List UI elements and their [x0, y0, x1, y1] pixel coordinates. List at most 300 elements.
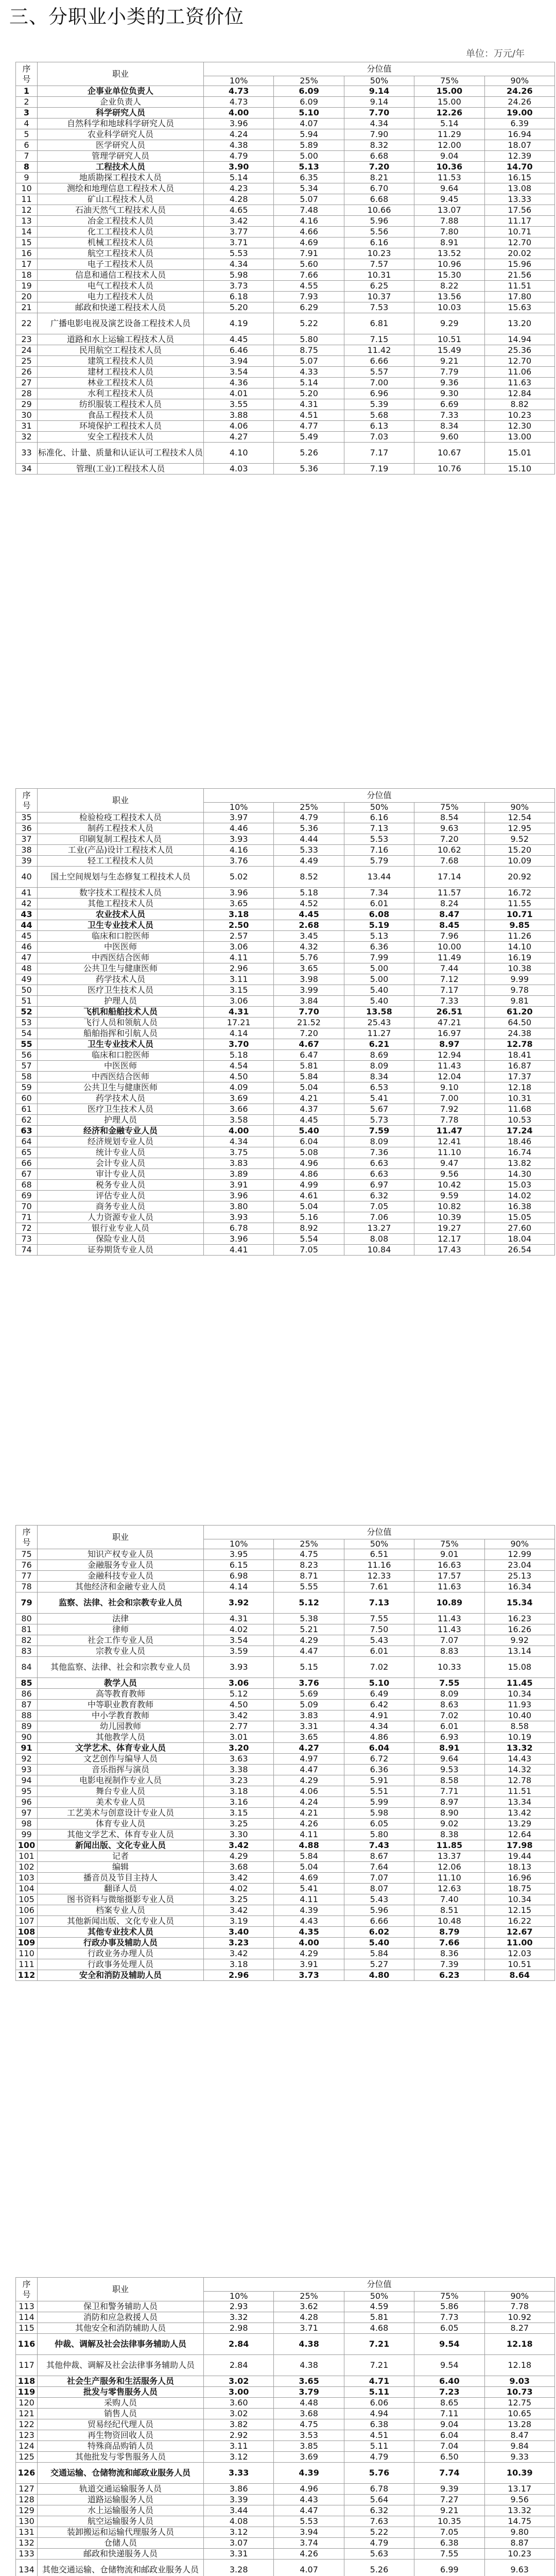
row-number: 32 — [16, 432, 38, 443]
percentile-value-p90: 18.07 — [484, 140, 554, 151]
percentile-value-p25: 4.47 — [274, 1765, 344, 1775]
percentile-value-p10: 3.40 — [204, 1927, 274, 1938]
percentile-value-p50: 6.21 — [344, 1039, 414, 1050]
percentile-value-p90: 12.15 — [484, 1905, 554, 1916]
percentile-value-p75: 8.83 — [414, 1646, 484, 1657]
percentile-value-p90: 9.63 — [484, 2560, 554, 2576]
percentile-value-p90: 18.13 — [484, 1862, 554, 1873]
row-number: 78 — [16, 1582, 38, 1592]
percentile-value-p50: 6.66 — [344, 356, 414, 367]
percentile-value-p90: 10.65 — [484, 2409, 554, 2419]
percentile-value-p75: 10.48 — [414, 1916, 484, 1927]
percentile-value-p50: 8.08 — [344, 1234, 414, 1245]
percentile-value-p50: 6.63 — [344, 1158, 414, 1169]
table-row — [16, 356, 555, 367]
row-number: 46 — [16, 942, 38, 953]
percentile-value-p25: 7.20 — [274, 1028, 344, 1039]
percentile-value-p90: 15.10 — [484, 464, 554, 474]
percentile-value-p75: 12.63 — [414, 1884, 484, 1894]
row-number: 48 — [16, 963, 38, 974]
percentile-value-p10: 3.07 — [204, 2538, 274, 2549]
percentile-value-p50: 6.78 — [344, 2484, 414, 2495]
table-row — [16, 1808, 555, 1819]
percentile-value-p75: 12.94 — [414, 1050, 484, 1061]
percentile-value-p25: 5.81 — [274, 1061, 344, 1072]
percentile-value-p75: 8.47 — [414, 909, 484, 920]
percentile-value-p25: 4.45 — [274, 909, 344, 920]
percentile-value-p90: 24.38 — [484, 1028, 554, 1039]
percentile-value-p50: 25.43 — [344, 1018, 414, 1028]
percentile-value-p50: 5.00 — [344, 974, 414, 985]
percentile-value-p90: 10.51 — [484, 1959, 554, 1970]
percentile-value-p75: 6.93 — [414, 1732, 484, 1743]
percentile-value-p10: 3.60 — [204, 2398, 274, 2409]
table-row — [16, 1072, 555, 1082]
percentile-value-p50: 6.25 — [344, 281, 414, 292]
percentile-value-p90: 10.71 — [484, 227, 554, 238]
table-row — [16, 1549, 555, 1560]
percentile-value-p90: 15.08 — [484, 1657, 554, 1678]
table-row — [16, 1082, 555, 1093]
percentile-value-p10: 3.54 — [204, 367, 274, 378]
percentile-value-p25: 6.04 — [274, 1137, 344, 1147]
percentile-value-p75: 6.23 — [414, 1970, 484, 1981]
table-row — [16, 1582, 555, 1592]
percentile-value-p10: 3.23 — [204, 1938, 274, 1948]
percentile-value-p10: 3.11 — [204, 974, 274, 985]
percentile-value-p50: 5.73 — [344, 1115, 414, 1126]
table-row — [16, 1093, 555, 1104]
percentile-value-p75: 7.23 — [414, 2387, 484, 2398]
header-p90: 90% — [484, 803, 554, 812]
table-row — [16, 108, 555, 118]
table-row — [16, 2505, 555, 2516]
percentile-value-p10: 2.57 — [204, 931, 274, 942]
percentile-value-p50: 4.34 — [344, 118, 414, 129]
percentile-value-p10: 3.44 — [204, 2505, 274, 2516]
percentile-value-p25: 5.26 — [274, 443, 344, 464]
table-row — [16, 856, 555, 867]
percentile-value-p25: 3.73 — [274, 1970, 344, 1981]
percentile-value-p90: 13.20 — [484, 313, 554, 334]
percentile-value-p90: 12.18 — [484, 1082, 554, 1093]
percentile-value-p25: 3.65 — [274, 1732, 344, 1743]
percentile-value-p75: 10.00 — [414, 942, 484, 953]
percentile-value-p90: 25.36 — [484, 345, 554, 356]
occupation-name: 其他批发与零售服务人员 — [38, 2452, 204, 2463]
percentile-value-p90: 12.95 — [484, 823, 554, 834]
percentile-value-p25: 4.35 — [274, 1927, 344, 1938]
percentile-value-p75: 13.56 — [414, 292, 484, 302]
occupation-name: 律师 — [38, 1624, 204, 1635]
percentile-value-p75: 7.17 — [414, 985, 484, 996]
percentile-value-p75: 8.63 — [414, 1700, 484, 1710]
percentile-value-p50: 5.43 — [344, 1894, 414, 1905]
percentile-value-p75: 9.21 — [414, 2505, 484, 2516]
unit-label: 单位：万元/年 — [466, 48, 525, 59]
percentile-value-p25: 4.21 — [274, 1808, 344, 1819]
occupation-name: 舞台专业人员 — [38, 1786, 204, 1797]
table-row — [16, 1884, 555, 1894]
percentile-value-p10: 4.00 — [204, 1126, 274, 1137]
percentile-value-p75: 9.53 — [414, 1765, 484, 1775]
table-row — [16, 2323, 555, 2334]
occupation-name: 宗教专业人员 — [38, 1646, 204, 1657]
percentile-value-p90: 10.19 — [484, 1732, 554, 1743]
table-row — [16, 899, 555, 909]
table-row — [16, 1635, 555, 1646]
percentile-value-p25: 5.07 — [274, 356, 344, 367]
percentile-value-p10: 3.42 — [204, 1710, 274, 1721]
table-row — [16, 2334, 555, 2355]
occupation-name: 销售人员 — [38, 2409, 204, 2419]
percentile-value-p90: 14.94 — [484, 334, 554, 345]
percentile-value-p90: 14.70 — [484, 162, 554, 173]
percentile-value-p25: 5.09 — [274, 1700, 344, 1710]
row-number: 105 — [16, 1894, 38, 1905]
percentile-value-p75: 8.79 — [414, 1927, 484, 1938]
percentile-value-p90: 17.98 — [484, 1840, 554, 1851]
table-row — [16, 227, 555, 238]
percentile-value-p75: 8.38 — [414, 1829, 484, 1840]
percentile-value-p50: 5.76 — [344, 2463, 414, 2484]
percentile-value-p90: 11.93 — [484, 1700, 554, 1710]
occupation-name: 数字技术工程技术人员 — [38, 888, 204, 899]
header-p75: 75% — [414, 803, 484, 812]
occupation-name: 仲裁、调解及社会法律事务辅助人员 — [38, 2334, 204, 2355]
percentile-value-p75: 9.30 — [414, 388, 484, 399]
table-row — [16, 2376, 555, 2387]
percentile-value-p10: 4.00 — [204, 108, 274, 118]
percentile-value-p50: 8.21 — [344, 173, 414, 183]
percentile-value-p90: 9.52 — [484, 834, 554, 845]
row-number: 1 — [16, 86, 38, 97]
occupation-name: 行政事务处理人员 — [38, 1959, 204, 1970]
percentile-value-p90: 9.92 — [484, 1635, 554, 1646]
percentile-value-p75: 8.91 — [414, 238, 484, 248]
percentile-value-p10: 5.20 — [204, 302, 274, 313]
table-row — [16, 302, 555, 313]
percentile-value-p75: 7.73 — [414, 2312, 484, 2323]
percentile-value-p10: 3.25 — [204, 1819, 274, 1829]
row-number: 88 — [16, 1710, 38, 1721]
occupation-name: 标准化、计量、质量和认证认可工程技术人员 — [38, 443, 204, 464]
occupation-name: 其他文学艺术、体育专业人员 — [38, 1829, 204, 1840]
percentile-value-p10: 5.98 — [204, 270, 274, 281]
percentile-value-p75: 9.59 — [414, 1191, 484, 1201]
row-number: 90 — [16, 1732, 38, 1743]
table-row — [16, 2495, 555, 2505]
percentile-value-p75: 11.53 — [414, 173, 484, 183]
percentile-value-p75: 7.44 — [414, 963, 484, 974]
table-row — [16, 1743, 555, 1754]
percentile-value-p90: 15.20 — [484, 845, 554, 856]
percentile-value-p90: 16.26 — [484, 1624, 554, 1635]
percentile-value-p50: 6.70 — [344, 183, 414, 194]
percentile-value-p90: 18.04 — [484, 1234, 554, 1245]
percentile-value-p90: 18.75 — [484, 1884, 554, 1894]
table-row — [16, 1646, 555, 1657]
percentile-value-p90: 11.51 — [484, 1786, 554, 1797]
percentile-value-p50: 4.79 — [344, 2538, 414, 2549]
percentile-value-p75: 9.04 — [414, 151, 484, 162]
percentile-value-p25: 5.49 — [274, 432, 344, 443]
percentile-value-p10: 3.69 — [204, 1093, 274, 1104]
percentile-value-p50: 7.57 — [344, 259, 414, 270]
percentile-value-p10: 3.83 — [204, 1158, 274, 1169]
percentile-value-p50: 7.15 — [344, 334, 414, 345]
percentile-value-p90: 13.17 — [484, 2484, 554, 2495]
percentile-value-p10: 3.25 — [204, 1894, 274, 1905]
header-row — [16, 789, 555, 803]
occupation-name: 社会生产服务和生活服务人员 — [38, 2376, 204, 2387]
percentile-value-p50: 5.53 — [344, 834, 414, 845]
row-number: 129 — [16, 2505, 38, 2516]
percentile-value-p25: 4.45 — [274, 1115, 344, 1126]
percentile-value-p75: 10.36 — [414, 162, 484, 173]
table-row — [16, 2527, 555, 2538]
percentile-value-p90: 12.18 — [484, 2334, 554, 2355]
percentile-value-p90: 12.39 — [484, 151, 554, 162]
percentile-value-p10: 4.31 — [204, 1614, 274, 1624]
percentile-value-p10: 3.73 — [204, 281, 274, 292]
row-number: 37 — [16, 834, 38, 845]
percentile-value-p50: 7.00 — [344, 378, 414, 388]
percentile-value-p50: 4.34 — [344, 1721, 414, 1732]
percentile-value-p50: 4.59 — [344, 2301, 414, 2312]
occupation-name: 装卸搬运和运输代理服务人员 — [38, 2527, 204, 2538]
percentile-value-p25: 4.26 — [274, 1819, 344, 1829]
percentile-value-p10: 3.06 — [204, 942, 274, 953]
occupation-name: 证券期货专业人员 — [38, 1245, 204, 1256]
percentile-value-p90: 6.39 — [484, 118, 554, 129]
percentile-value-p90: 10.40 — [484, 1710, 554, 1721]
table-block — [15, 1525, 555, 1981]
percentile-value-p10: 3.28 — [204, 2560, 274, 2576]
table-row — [16, 1678, 555, 1689]
occupation-name: 药学技术人员 — [38, 974, 204, 985]
percentile-value-p10: 2.93 — [204, 2301, 274, 2312]
percentile-value-p10: 3.15 — [204, 1808, 274, 1819]
percentile-value-p10: 2.92 — [204, 2430, 274, 2441]
occupation-name: 检验检疫工程技术人员 — [38, 812, 204, 823]
header-p90: 90% — [484, 76, 554, 86]
occupation-name: 其他新闻出版、文化专业人员 — [38, 1916, 204, 1927]
occupation-name: 仓储人员 — [38, 2538, 204, 2549]
row-number: 61 — [16, 1104, 38, 1115]
table-row — [16, 410, 555, 421]
row-number: 96 — [16, 1797, 38, 1808]
occupation-name: 卫生专业技术人员 — [38, 920, 204, 931]
percentile-value-p10: 3.97 — [204, 812, 274, 823]
occupation-name: 批发与零售服务人员 — [38, 2387, 204, 2398]
percentile-value-p75: 10.67 — [414, 443, 484, 464]
occupation-name: 航空工程技术人员 — [38, 248, 204, 259]
percentile-value-p50: 7.06 — [344, 1212, 414, 1223]
occupation-name: 企业负责人 — [38, 97, 204, 108]
row-number: 45 — [16, 931, 38, 942]
percentile-value-p75: 7.80 — [414, 227, 484, 238]
percentile-value-p50: 7.05 — [344, 1201, 414, 1212]
row-number: 50 — [16, 985, 38, 996]
row-number: 66 — [16, 1158, 38, 1169]
occupation-name: 中小学教育教师 — [38, 1710, 204, 1721]
percentile-value-p50: 9.14 — [344, 86, 414, 97]
occupation-name: 美术专业人员 — [38, 1797, 204, 1808]
percentile-value-p25: 4.28 — [274, 2312, 344, 2323]
percentile-value-p10: 4.19 — [204, 313, 274, 334]
row-number: 16 — [16, 248, 38, 259]
percentile-value-p10: 3.54 — [204, 1635, 274, 1646]
percentile-value-p25: 6.47 — [274, 1050, 344, 1061]
percentile-value-p10: 5.53 — [204, 248, 274, 259]
percentile-value-p90: 8.58 — [484, 1721, 554, 1732]
row-number: 15 — [16, 238, 38, 248]
occupation-name: 其他仲裁、调解及社会法律事务辅助人员 — [38, 2355, 204, 2376]
percentile-value-p75: 11.63 — [414, 1582, 484, 1592]
percentile-value-p10: 2.84 — [204, 2355, 274, 2376]
table-row — [16, 216, 555, 227]
percentile-value-p10: 5.12 — [204, 1689, 274, 1700]
percentile-value-p10: 3.92 — [204, 1592, 274, 1614]
percentile-value-p90: 12.84 — [484, 388, 554, 399]
table-row — [16, 194, 555, 205]
percentile-value-p75: 9.47 — [414, 1158, 484, 1169]
percentile-value-p50: 8.69 — [344, 1050, 414, 1061]
percentile-value-p25: 21.52 — [274, 1018, 344, 1028]
table-row — [16, 1018, 555, 1028]
occupation-name: 金融科技专业人员 — [38, 1571, 204, 1582]
percentile-value-p90: 10.34 — [484, 1894, 554, 1905]
percentile-value-p25: 4.37 — [274, 1104, 344, 1115]
occupation-name: 工程技术人员 — [38, 162, 204, 173]
table-row — [16, 920, 555, 931]
row-number: 5 — [16, 129, 38, 140]
table-row — [16, 1819, 555, 1829]
occupation-name: 邮政和快递工程技术人员 — [38, 302, 204, 313]
row-number: 126 — [16, 2463, 38, 2484]
percentile-value-p25: 3.65 — [274, 2376, 344, 2387]
occupation-name: 食品工程技术人员 — [38, 410, 204, 421]
occupation-name: 翻译人员 — [38, 1884, 204, 1894]
percentile-value-p25: 4.47 — [274, 2505, 344, 2516]
header-p75: 75% — [414, 2292, 484, 2301]
percentile-value-p75: 11.29 — [414, 129, 484, 140]
percentile-value-p25: 5.10 — [274, 108, 344, 118]
percentile-value-p90: 14.02 — [484, 1191, 554, 1201]
row-number: 102 — [16, 1862, 38, 1873]
occupation-name: 幼儿园教师 — [38, 1721, 204, 1732]
occupation-name: 建材工程技术人员 — [38, 367, 204, 378]
percentile-value-p50: 5.63 — [344, 2549, 414, 2560]
table-row — [16, 1245, 555, 1256]
percentile-value-p50: 11.27 — [344, 1028, 414, 1039]
header-p25: 25% — [274, 803, 344, 812]
percentile-value-p10: 2.84 — [204, 2334, 274, 2355]
percentile-value-p90: 13.42 — [484, 1808, 554, 1819]
percentile-value-p25: 5.55 — [274, 1582, 344, 1592]
row-number: 80 — [16, 1614, 38, 1624]
table-row — [16, 1786, 555, 1797]
percentile-value-p50: 8.07 — [344, 1884, 414, 1894]
header-p50: 50% — [344, 76, 414, 86]
table-row — [16, 1571, 555, 1582]
percentile-value-p10: 3.12 — [204, 2527, 274, 2538]
percentile-value-p50: 5.40 — [344, 985, 414, 996]
percentile-value-p90: 12.78 — [484, 1039, 554, 1050]
occupation-name: 公共卫生与健康医师 — [38, 963, 204, 974]
percentile-value-p75: 7.66 — [414, 1938, 484, 1948]
percentile-value-p50: 4.68 — [344, 2323, 414, 2334]
percentile-value-p10: 2.50 — [204, 920, 274, 931]
percentile-value-p50: 7.03 — [344, 432, 414, 443]
percentile-value-p90: 13.33 — [484, 194, 554, 205]
header-no: 序 号 — [16, 1526, 38, 1549]
row-number: 4 — [16, 118, 38, 129]
percentile-value-p75: 9.39 — [414, 2484, 484, 2495]
table-row — [16, 1873, 555, 1884]
table-row — [16, 1927, 555, 1938]
table-row — [16, 1234, 555, 1245]
occupation-name: 公共卫生与健康医师 — [38, 1082, 204, 1093]
percentile-value-p10: 17.21 — [204, 1018, 274, 1028]
table-row — [16, 1126, 555, 1137]
percentile-value-p90: 24.26 — [484, 86, 554, 97]
occupation-name: 其他交通运输、仓储物流和邮政业服务人员 — [38, 2560, 204, 2576]
percentile-value-p50: 6.36 — [344, 942, 414, 953]
percentile-value-p90: 19.44 — [484, 1851, 554, 1862]
percentile-value-p75: 9.01 — [414, 1549, 484, 1560]
percentile-value-p25: 7.48 — [274, 205, 344, 216]
percentile-value-p90: 9.33 — [484, 2452, 554, 2463]
percentile-value-p25: 2.68 — [274, 920, 344, 931]
percentile-value-p10: 4.11 — [204, 953, 274, 963]
percentile-value-p50: 7.99 — [344, 953, 414, 963]
row-number: 2 — [16, 97, 38, 108]
table-row — [16, 1624, 555, 1635]
row-number: 51 — [16, 996, 38, 1007]
percentile-value-p50: 7.16 — [344, 845, 414, 856]
percentile-value-p10: 3.96 — [204, 118, 274, 129]
occupation-name: 中医医师 — [38, 1061, 204, 1072]
percentile-value-p50: 6.04 — [344, 1743, 414, 1754]
percentile-value-p10: 2.96 — [204, 1970, 274, 1981]
header-position: 职业 — [38, 2278, 204, 2301]
table-row — [16, 942, 555, 953]
percentile-value-p25: 5.41 — [274, 1884, 344, 1894]
row-number: 122 — [16, 2419, 38, 2430]
percentile-value-p75: 7.92 — [414, 1104, 484, 1115]
row-number: 95 — [16, 1786, 38, 1797]
table-row — [16, 388, 555, 399]
percentile-value-p90: 13.32 — [484, 2505, 554, 2516]
row-number: 25 — [16, 356, 38, 367]
percentile-value-p50: 12.33 — [344, 1571, 414, 1582]
percentile-value-p75: 10.89 — [414, 1592, 484, 1614]
header-position: 职业 — [38, 1526, 204, 1549]
percentile-value-p90: 15.03 — [484, 1180, 554, 1191]
percentile-value-p90: 9.81 — [484, 996, 554, 1007]
occupation-name: 电力工程技术人员 — [38, 292, 204, 302]
percentile-value-p10: 3.33 — [204, 2463, 274, 2484]
percentile-value-p90: 9.78 — [484, 985, 554, 996]
table-row — [16, 985, 555, 996]
occupation-name: 中医医师 — [38, 942, 204, 953]
percentile-value-p10: 3.42 — [204, 1873, 274, 1884]
percentile-value-p75: 12.26 — [414, 108, 484, 118]
percentile-value-p50: 8.09 — [344, 1137, 414, 1147]
row-number: 55 — [16, 1039, 38, 1050]
